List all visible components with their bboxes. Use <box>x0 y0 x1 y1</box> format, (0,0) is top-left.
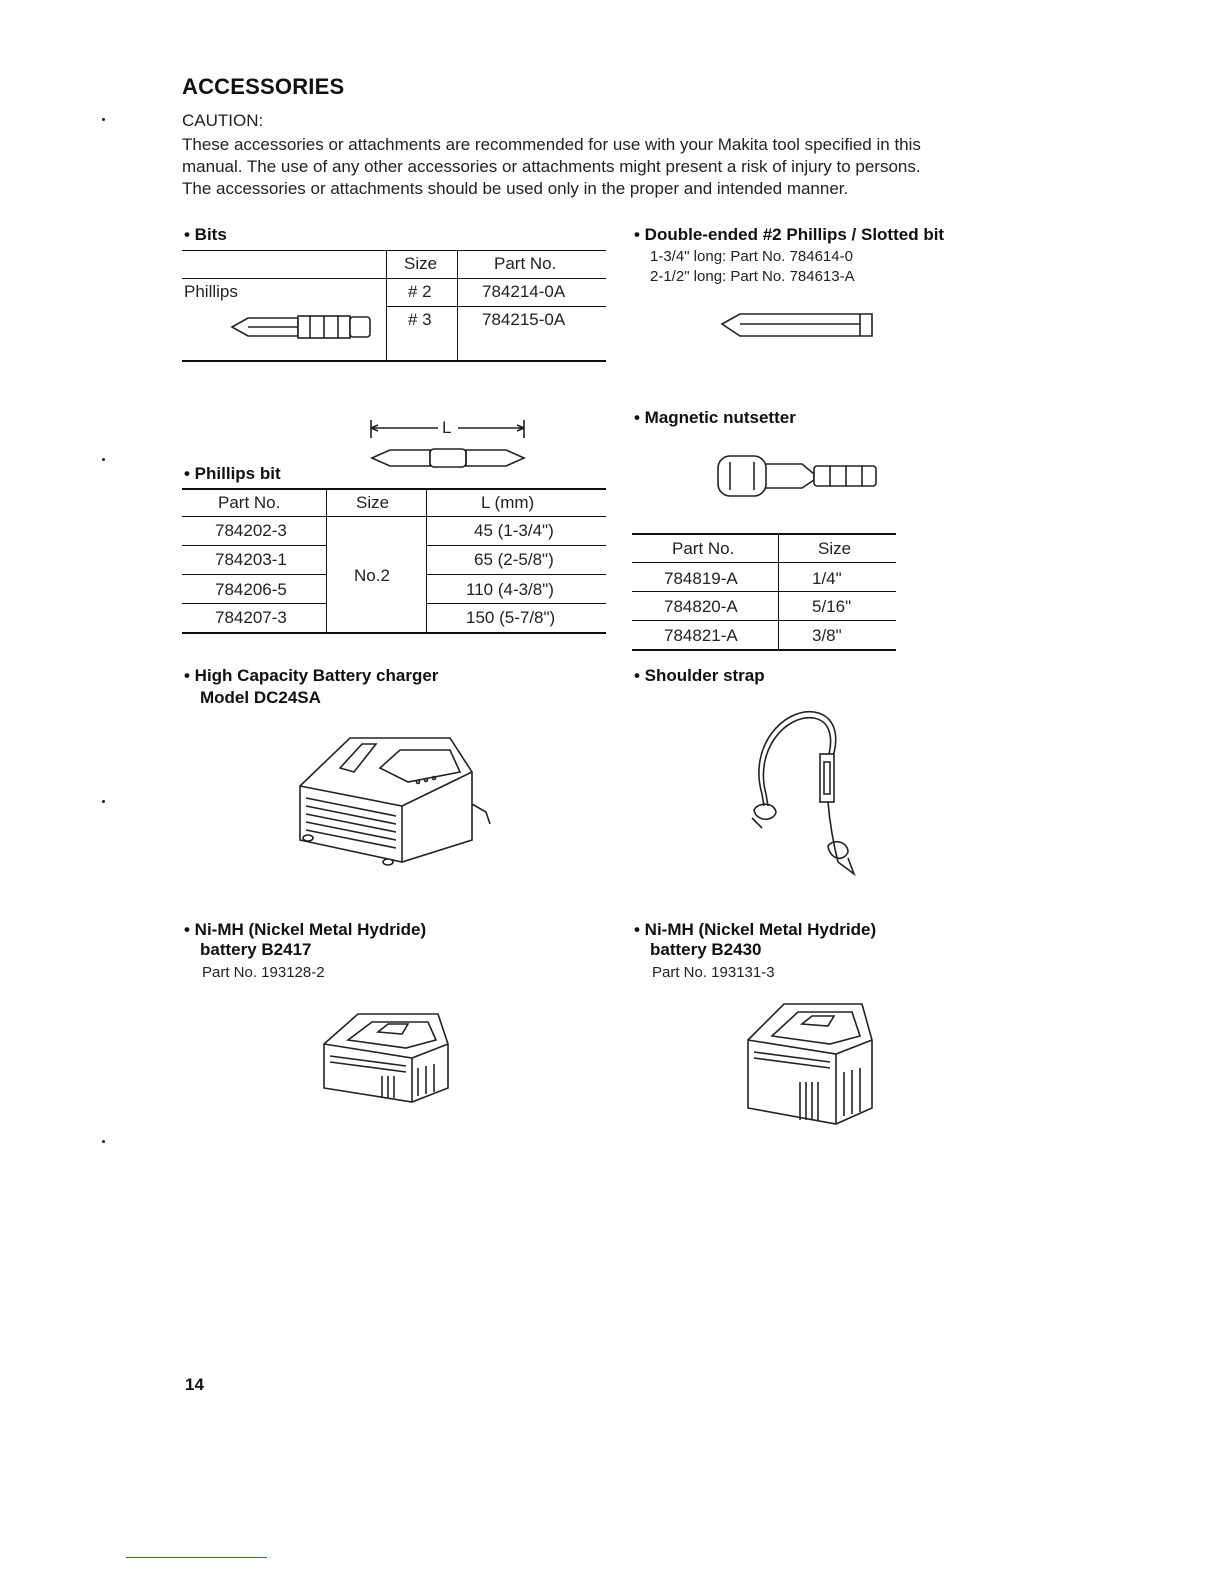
phillips-row-part: 784202-3 <box>215 521 287 540</box>
battery-b2430-heading: • Ni-MH (Nickel Metal Hydride) <box>634 920 877 939</box>
strap-heading: • Shoulder strap <box>634 666 765 685</box>
page-title: ACCESSORIES <box>182 74 345 99</box>
phillips-bit-illustration <box>228 312 378 342</box>
nutsetter-col-part: Part No. <box>672 539 735 558</box>
phillips-bit-heading: • Phillips bit <box>184 464 281 483</box>
battery-b2417-heading: • Ni-MH (Nickel Metal Hydride) <box>184 920 427 939</box>
length-label: L <box>442 418 452 437</box>
margin-dot <box>102 458 105 461</box>
margin-dot <box>102 118 105 121</box>
phillips-row-part: 784207-3 <box>215 608 287 627</box>
nutsetter-row-size: 3/8" <box>812 626 842 645</box>
bits-type: Phillips <box>184 282 238 301</box>
bits-col-part: Part No. <box>494 254 557 273</box>
phillips-row-part: 784203-1 <box>215 550 287 569</box>
double-ended-line: 1-3/4" long: Part No. 784614-0 <box>650 248 853 265</box>
caution-line-3: The accessories or attachments should be used only in the proper and intended manner. <box>182 179 849 198</box>
nutsetter-col-size: Size <box>818 539 852 558</box>
phillips-row-l: 45 (1-3/4") <box>474 521 554 540</box>
bits-col-size: Size <box>404 254 438 273</box>
phillips-col-l: L (mm) <box>481 493 535 512</box>
bits-row-size: # 2 <box>408 282 432 301</box>
bits-heading: • Bits <box>184 225 227 244</box>
double-ended-line: 2-1/2" long: Part No. 784613-A <box>650 268 855 285</box>
battery-b2417-part: Part No. 193128-2 <box>202 964 325 981</box>
battery-b2430-part: Part No. 193131-3 <box>652 964 775 981</box>
footer-rule <box>126 1557 267 1558</box>
nutsetter-row-part: 784821-A <box>664 626 738 645</box>
caution-line-2: manual. The use of any other accessories or attachments might present a risk of injury to persons. <box>182 157 921 176</box>
nutsetter-row-part: 784820-A <box>664 597 738 616</box>
bits-row-part: 784214-0A <box>482 282 566 301</box>
phillips-size: No.2 <box>354 566 390 585</box>
bits-row-part: 784215-0A <box>482 310 566 329</box>
charger-heading: • High Capacity Battery charger <box>184 666 439 685</box>
bits-row-size: # 3 <box>408 310 432 329</box>
nutsetter-heading: • Magnetic nutsetter <box>634 408 796 427</box>
battery-charger-illustration <box>290 728 500 868</box>
nutsetter-row-part: 784819-A <box>664 569 738 588</box>
phillips-col-size: Size <box>356 493 390 512</box>
phillips-row-l: 110 (4-3/8") <box>466 580 554 599</box>
caution-line-1: These accessories or attachments are recommended for use with your Makita tool specified in this <box>182 135 921 154</box>
double-ended-heading: • Double-ended #2 Phillips / Slotted bit <box>634 225 945 244</box>
page-number: 14 <box>185 1375 204 1394</box>
phillips-row-l: 65 (2-5/8") <box>474 550 554 569</box>
caution-label: CAUTION: <box>182 111 264 130</box>
shoulder-strap-illustration <box>744 706 874 882</box>
double-ended-bit-illustration <box>720 310 880 340</box>
phillips-col-part: Part No. <box>218 493 281 512</box>
battery-b2430-illustration <box>744 998 876 1128</box>
magnetic-nutsetter-illustration <box>714 452 884 502</box>
charger-model: Model DC24SA <box>200 688 321 707</box>
battery-b2430-model: battery B2430 <box>650 940 762 959</box>
battery-b2417-model: battery B2417 <box>200 940 312 959</box>
nutsetter-row-size: 1/4" <box>812 569 842 588</box>
phillips-row-l: 150 (5-7/8") <box>466 608 556 627</box>
margin-dot <box>102 1140 105 1143</box>
margin-dot <box>102 800 105 803</box>
phillips-row-part: 784206-5 <box>215 580 287 599</box>
nutsetter-row-size: 5/16" <box>812 597 852 616</box>
battery-b2417-illustration <box>318 1004 454 1104</box>
